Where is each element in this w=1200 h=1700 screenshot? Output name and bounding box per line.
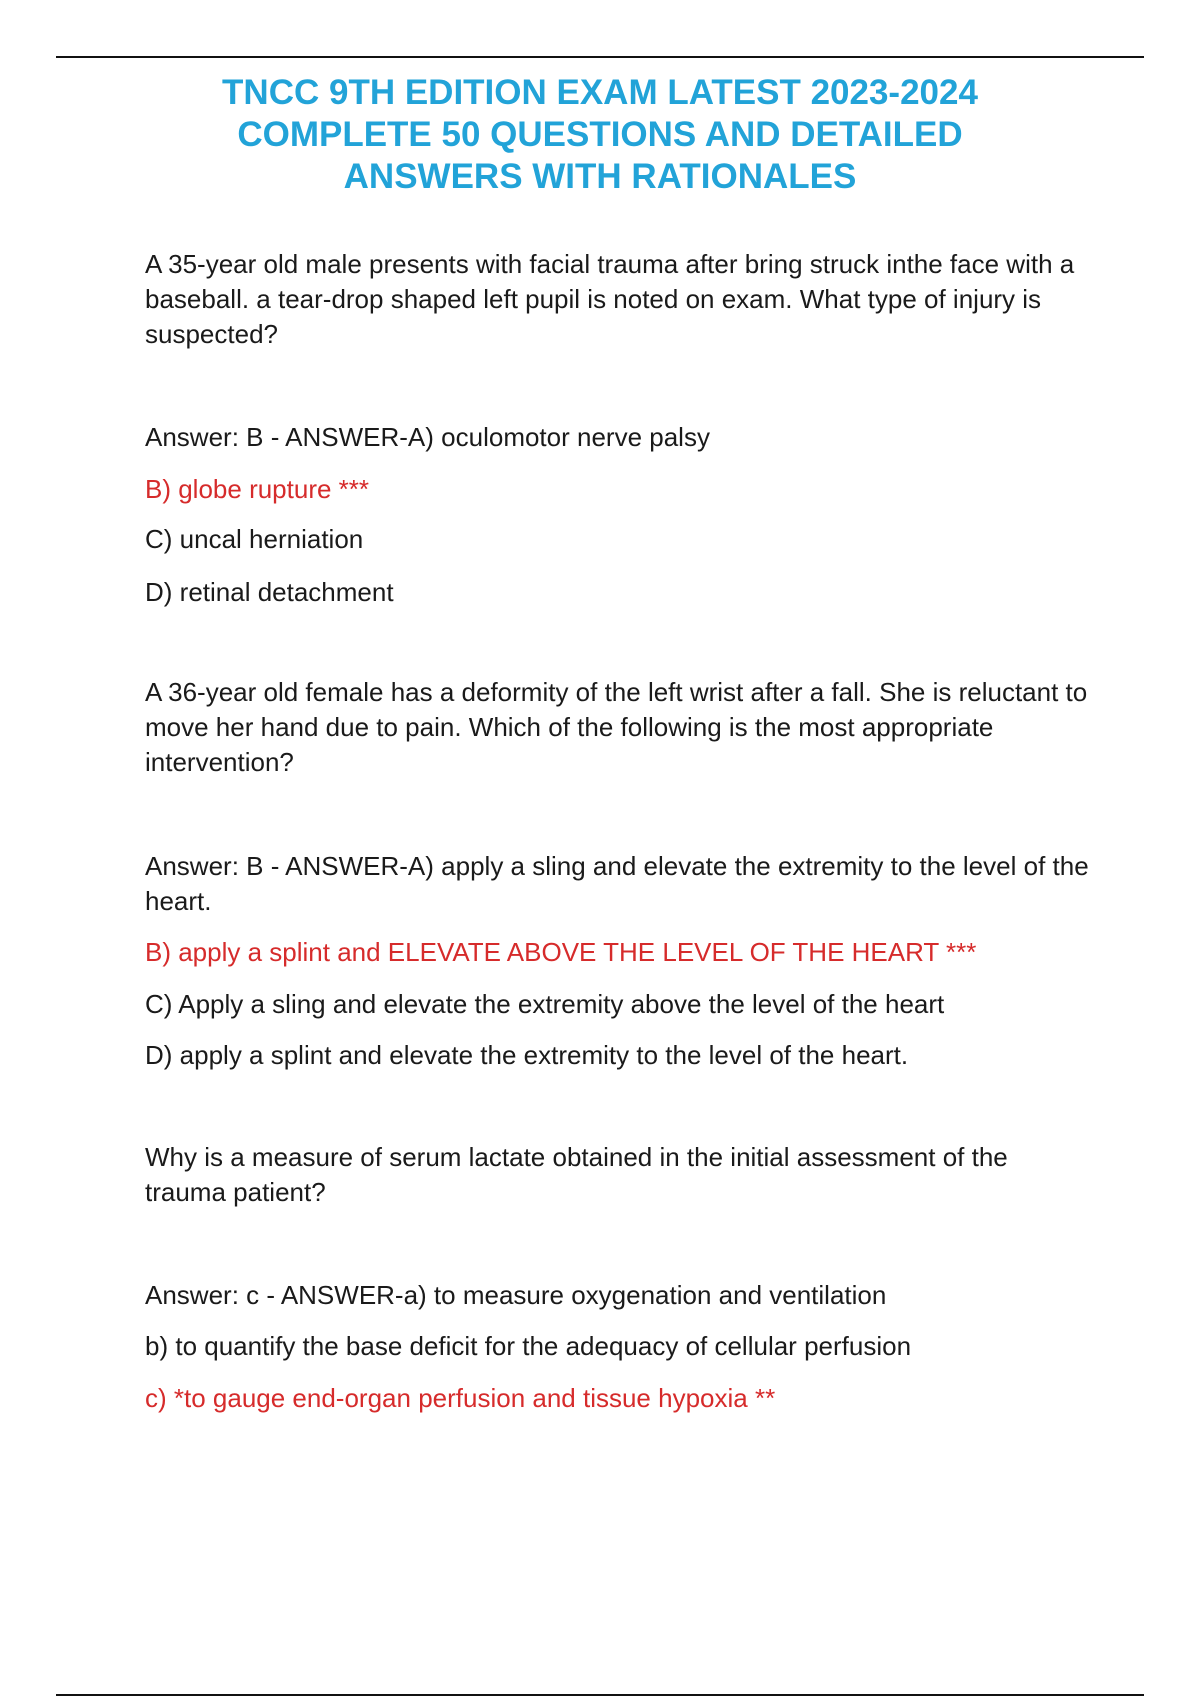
bottom-divider-rule [56, 1694, 1144, 1696]
question-1-option-b-correct: B) globe rupture *** [145, 474, 370, 504]
question-2-option-b-correct: B) apply a splint and ELEVATE ABOVE THE LEVEL OF THE HEART *** [145, 937, 977, 967]
document-title [140, 72, 1060, 198]
question-2-option-d: D) apply a splint and elevate the extremity to the level of the heart. [145, 1040, 909, 1070]
top-divider-rule [56, 56, 1144, 58]
question-3-text: Why is a measure of serum lactate obtained in the initial assessment of the trauma patient? [145, 1142, 1008, 1207]
title-line-2: COMPLETE 50 QUESTIONS AND DETAILED [237, 115, 963, 154]
question-3-option-c-correct: c) *to gauge end-organ perfusion and tissue hypoxia ** [145, 1383, 776, 1413]
question-3-answer-line: Answer: c - ANSWER-a) to measure oxygenation and ventilation [145, 1280, 887, 1310]
question-1-text: A 35-year old male presents with facial trauma after bring struck inthe face with a baseball. a tear-drop shaped left pupil is noted on exam. What type of injury is suspected? [145, 249, 1075, 349]
question-3-option-b: b) to quantify the base deficit for the adequacy of cellular perfusion [145, 1331, 912, 1361]
title-line-1: TNCC 9TH EDITION EXAM LATEST 2023-2024 [222, 73, 978, 112]
title-line-3: ANSWERS WITH RATIONALES [343, 157, 857, 196]
question-1-option-c: C) uncal herniation [145, 524, 364, 554]
question-1-option-d: D) retinal detachment [145, 577, 394, 607]
question-2-text: A 36-year old female has a deformity of the left wrist after a fall. She is reluctant to move her hand due to pain. Which of the following is the most appropriate intervention? [145, 677, 1088, 777]
question-2-option-c: C) Apply a sling and elevate the extremity above the level of the heart [145, 989, 945, 1019]
question-2-answer-line: Answer: B - ANSWER-A) apply a sling and elevate the extremity to the level of the heart. [145, 851, 1089, 916]
question-1-answer-line: Answer: B - ANSWER-A) oculomotor nerve palsy [145, 422, 710, 452]
